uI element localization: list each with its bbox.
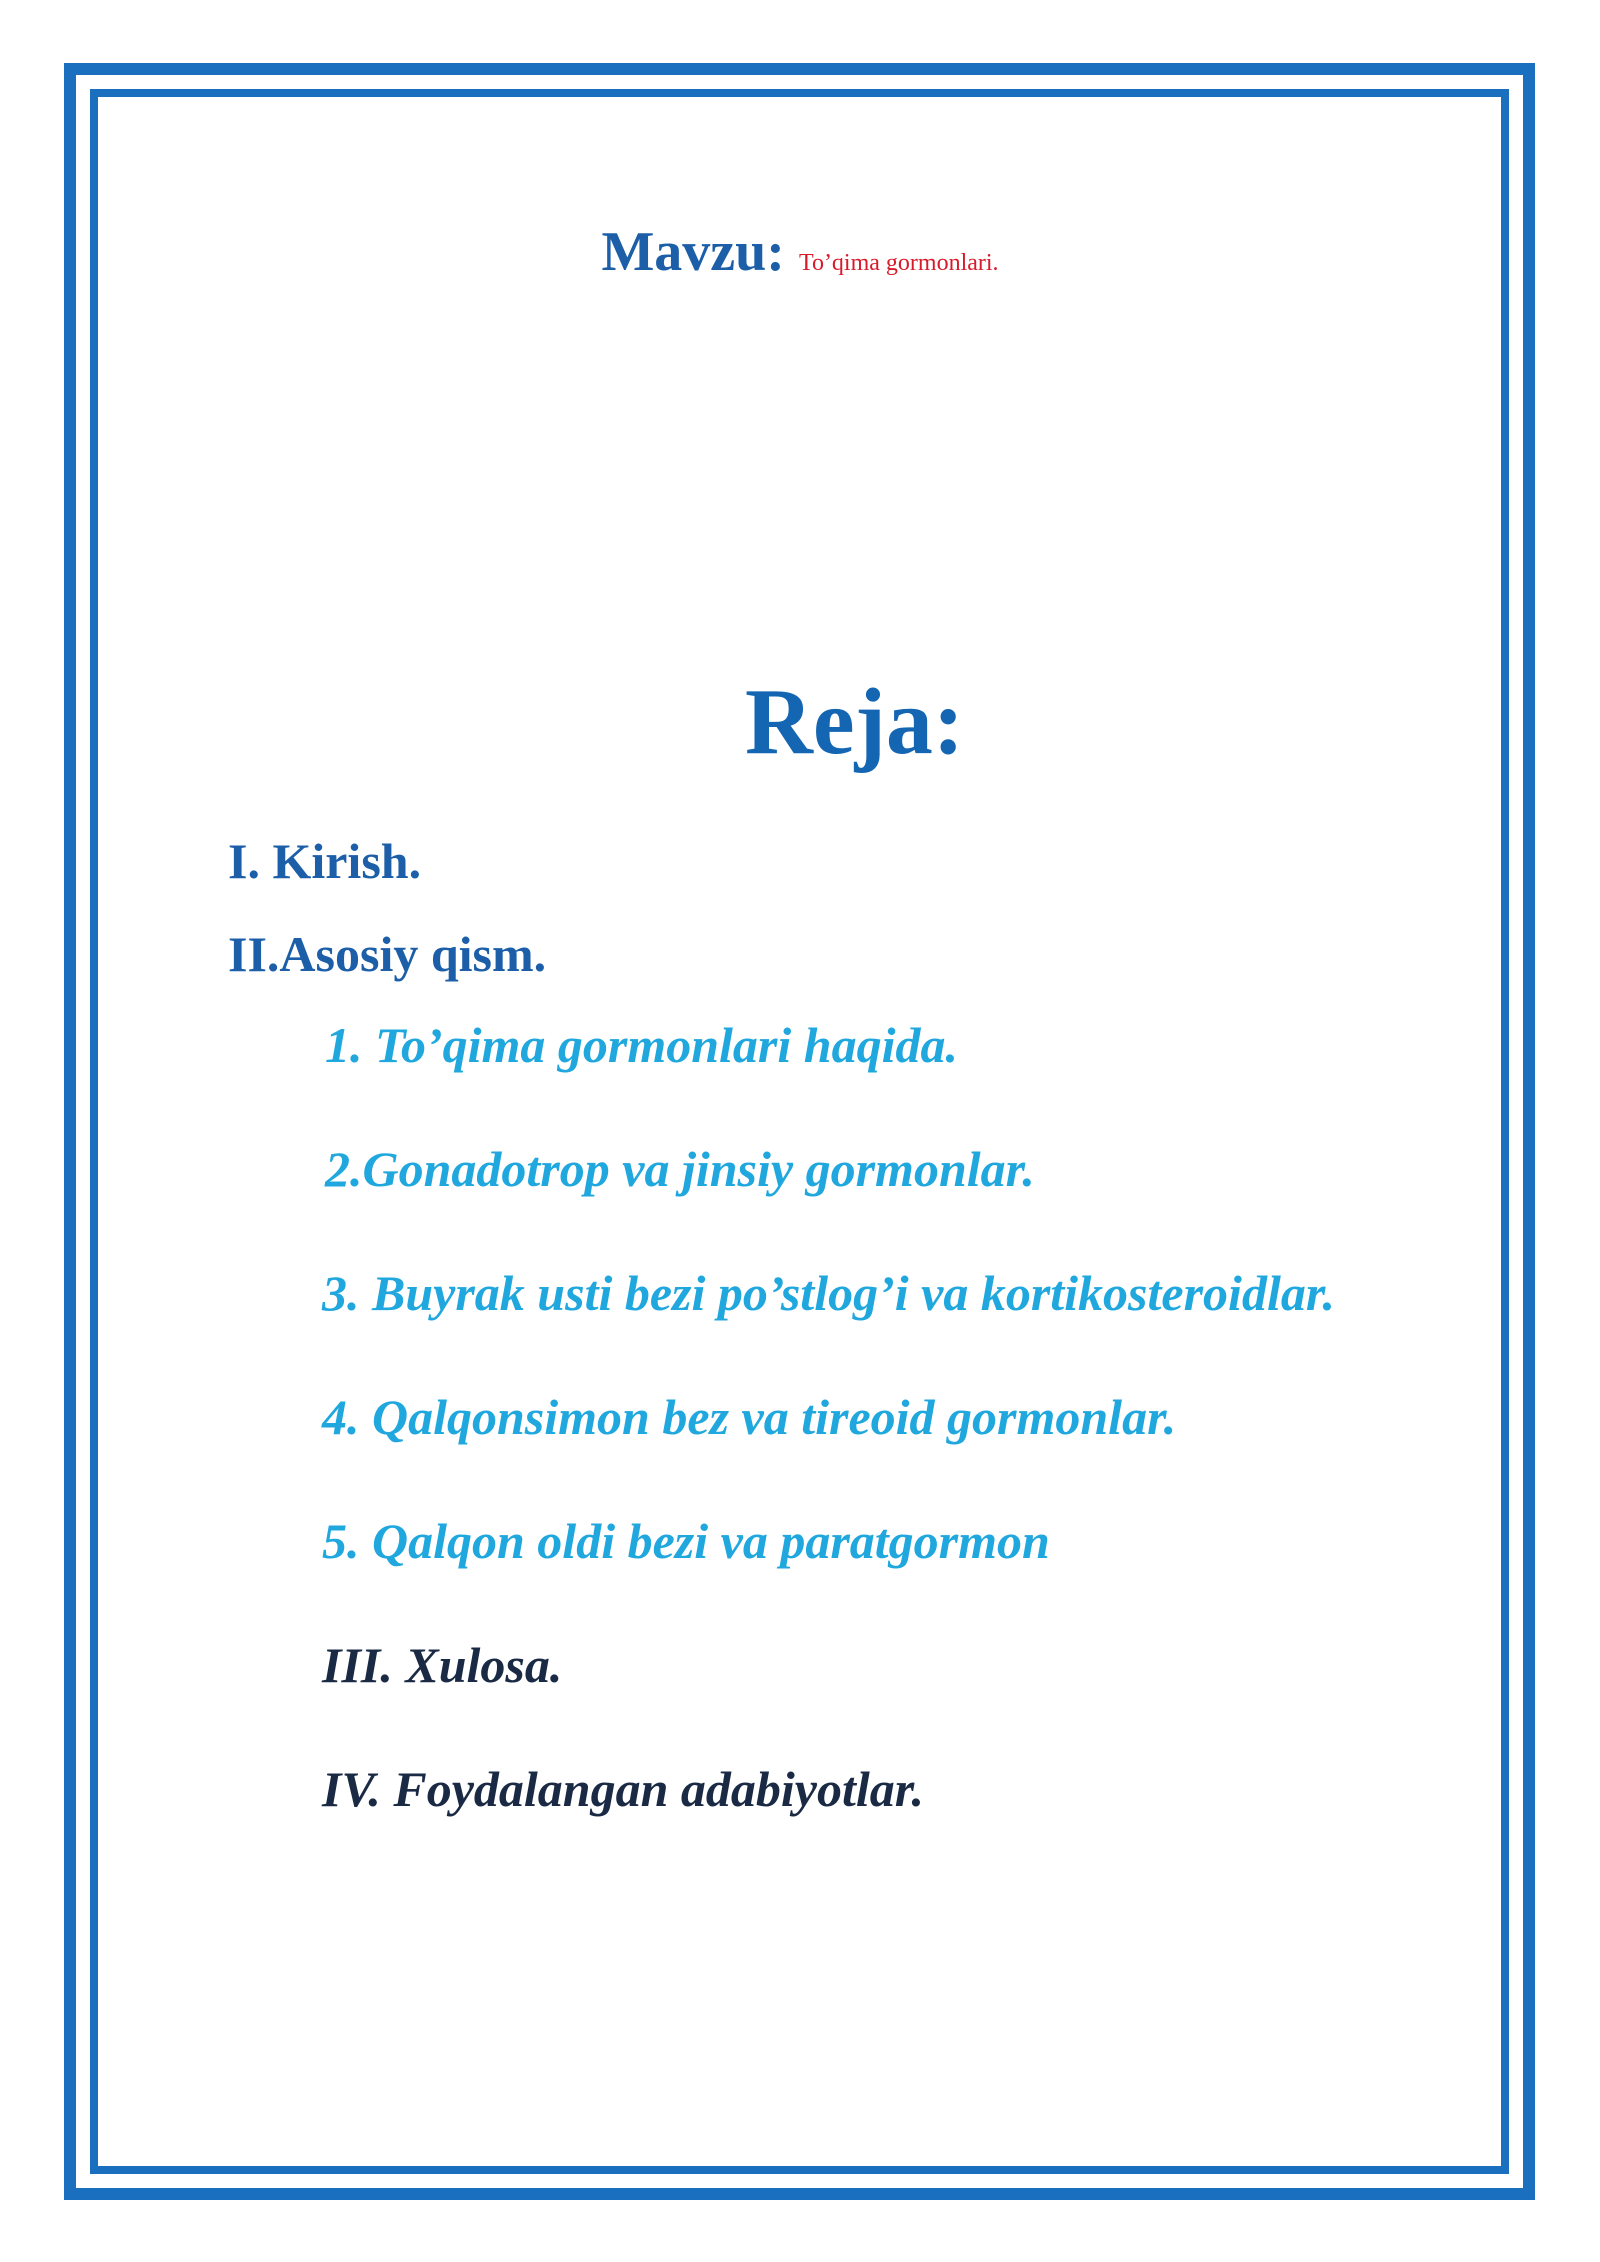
plan-subitem-1: 1. To’qima gormonlari haqida.: [325, 1017, 958, 1073]
plan-item-main-part: II.Asosiy qism.: [228, 926, 547, 982]
plan-item-conclusion: III. Xulosa.: [322, 1637, 563, 1693]
plan-subitem-3: 3. Buyrak usti bezi po’stlog’i va kortikosteroidlar.: [322, 1265, 1336, 1321]
plan-item-intro: I. Kirish.: [228, 833, 422, 889]
topic-value: To’qima gormonlari.: [798, 250, 999, 276]
plan-item-references: IV. Foydalangan adabiyotlar.: [322, 1761, 924, 1817]
topic-line: [0, 220, 1600, 284]
topic-label: Mavzu:: [601, 221, 785, 283]
plan-title: Reja:: [745, 670, 965, 774]
page-border-inner: [90, 89, 1509, 2174]
plan-subitem-2: 2.Gonadotrop va jinsiy gormonlar.: [325, 1141, 1035, 1197]
plan-subitem-5: 5. Qalqon oldi bezi va paratgormon: [322, 1513, 1050, 1569]
plan-subitem-4: 4. Qalqonsimon bez va tireoid gormonlar.: [322, 1389, 1177, 1445]
